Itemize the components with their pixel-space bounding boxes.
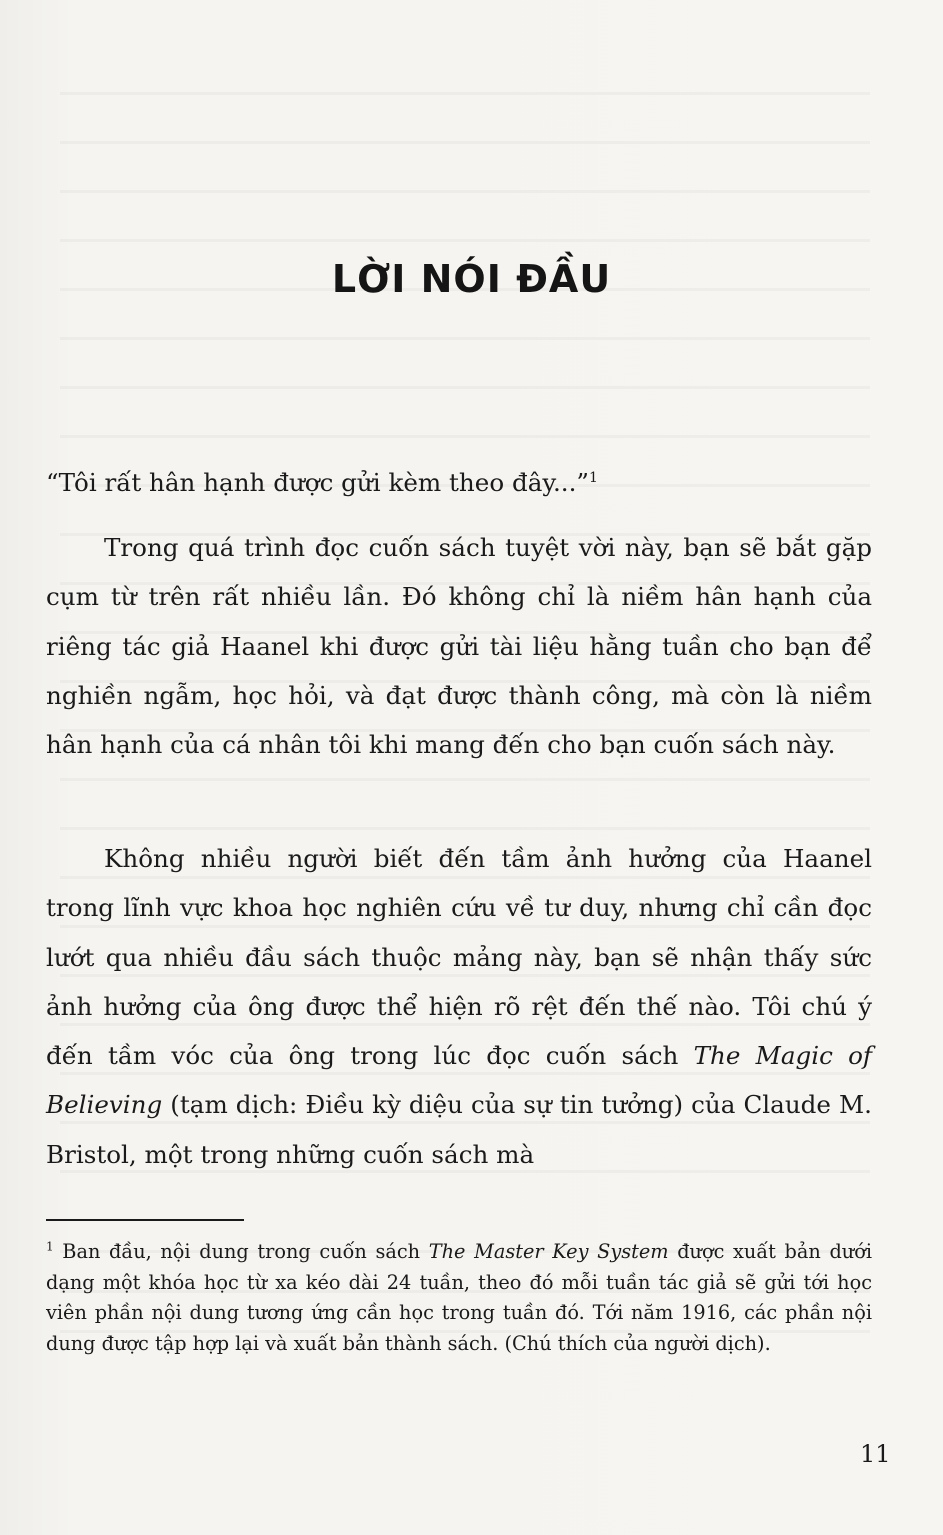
footnote-divider: [46, 1219, 244, 1221]
quote-text: “Tôi rất hân hạnh được gửi kèm theo đây...”: [46, 468, 590, 497]
opening-quote: [46, 458, 872, 507]
book-title-italic: The Magic of Believing: [46, 1041, 872, 1120]
footnote: [46, 1237, 872, 1360]
footnote-text-start: Ban đầu, nội dung trong cuốn sách: [53, 1240, 429, 1263]
footnote-reference: 1: [589, 469, 598, 486]
chapter-title: LỜI NÓI ĐẦU: [331, 257, 612, 302]
footnote-mark: 1: [46, 1239, 54, 1254]
footnote-text-end: được xuất bản dưới dạng một khóa học từ xa kéo dài 24 tuần, theo đó mỗi tuần tác giả sẽ gửi tới học viên phần nội dung tương ứng cần học trong tuần đó. Tới năm 1916, các phần nội dung được tập hợp lại và xuất bản thành sách. (Chú thích của người dịch).: [46, 1240, 872, 1356]
paragraph-2-text-start: Không nhiều người biết đến tầm ảnh hưởng của Haanel trong lĩnh vực khoa học nghiên cứu về tư duy, nhưng chỉ cần đọc lướt qua nhiều đầu sách thuộc mảng này, bạn sẽ nhận thấy sức ảnh hưởng của ông được thể hiện rõ rệt đến thế nào. Tôi chú ý đến tầm vóc của ông trong lúc đọc cuốn sách: [46, 844, 872, 1071]
paragraph-1: Trong quá trình đọc cuốn sách tuyệt vời này, bạn sẽ bắt gặp cụm từ trên rất nhiều lần. Đó không chỉ là niềm hân hạnh của riêng tác giả Haanel khi được gửi tài liệu hằng tuần cho bạn để nghiền ngẫm, học hỏi, và đạt được thành công, mà còn là niềm hân hạnh của cá nhân tôi khi mang đến cho bạn cuốn sách này.: [46, 533, 872, 760]
paragraph-2-text-end: (tạm dịch: Điều kỳ diệu của sự tin tưởng) của Claude M. Bristol, một trong những cuốn sách mà: [46, 1090, 872, 1169]
page-number: 11: [860, 1440, 891, 1468]
paragraph-2: [46, 834, 872, 1179]
footnote-book-title: The Master Key System: [428, 1240, 669, 1263]
